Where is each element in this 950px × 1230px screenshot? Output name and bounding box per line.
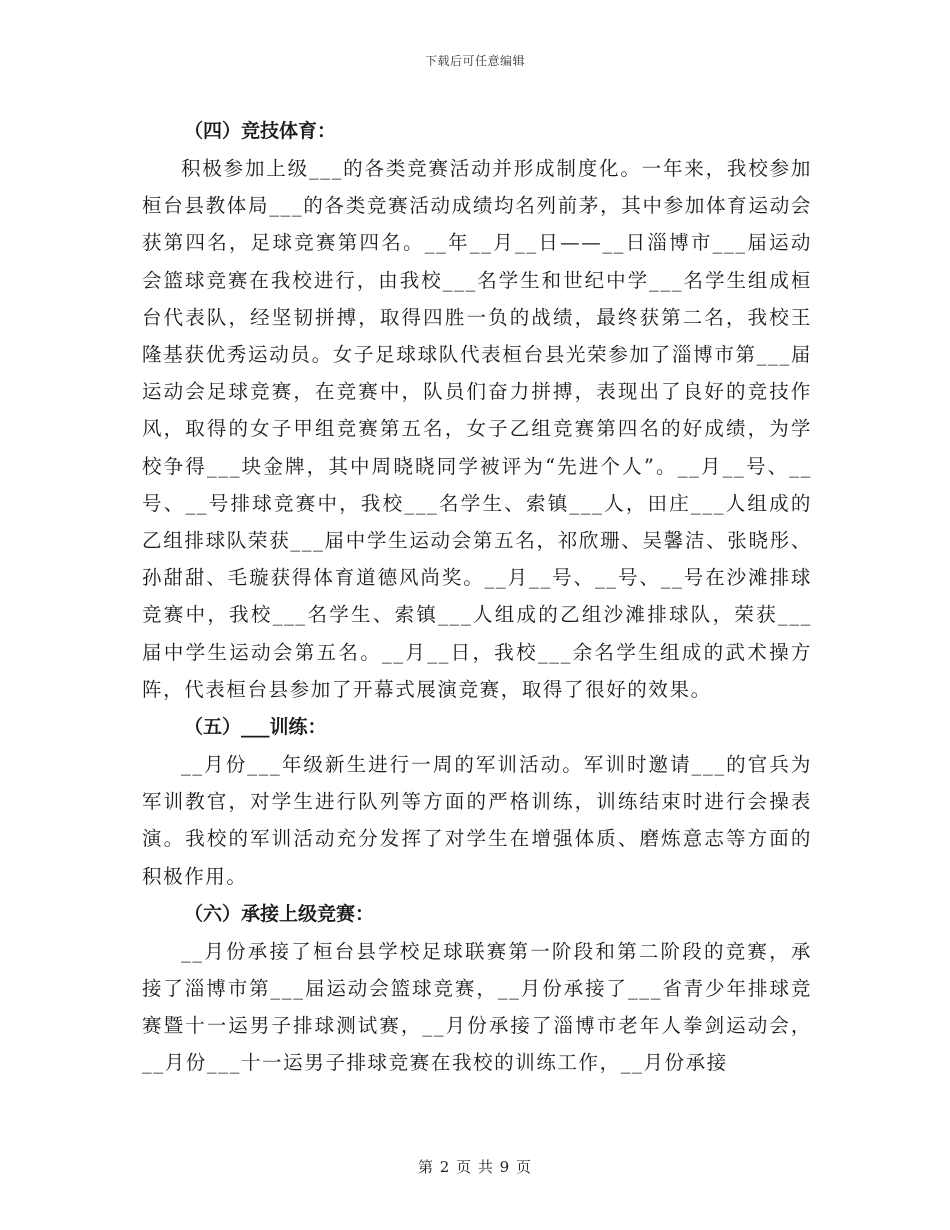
section-heading: （六）承接上级竞赛： (184, 902, 375, 925)
section-hosting-competitions (142, 895, 812, 1082)
section-paragraph: __月份___年级新生进行一周的军训活动。军训时邀请___的官兵为军训教官，对学生进行队列等方面的严格训练，训练结束时进行会操表演。我校的军训活动充分发挥了对学生在增强体质、磨炼意志等方面的积极作用。 (142, 753, 812, 888)
section-heading: （五）___训练： (184, 716, 327, 739)
page-header-note: 下载后可任意编辑 (424, 54, 525, 68)
section-heading: （四）竞技体育： (184, 120, 337, 142)
section-paragraph: __月份承接了桓台县学校足球联赛第一阶段和第二阶段的竞赛，承接了淄博市第___届运动会篮球竞赛，__月份承接了___省青少年排球竞赛暨十一运男子排球测试赛，__月份承接了淄博市老年人拳剑运动会，__月份___十一运男子排球竞赛在我校的训练工作，__月份承接 (142, 939, 812, 1075)
section-competitive-sports (142, 112, 812, 708)
page-number-footer: 第 2 页 共 9 页 (418, 1158, 532, 1176)
section-paragraph: 积极参加上级___的各类竞赛活动并形成制度化。一年来，我校参加桓台县教体局___的各类竞赛活动成绩均名列前茅，其中参加体育运动会获第四名，足球竞赛第四名。__年__月__日——__日淄博市___届运动会篮球竞赛在我校进行，由我校___名学生和世纪中学___名学生组成桓台代表队，经坚韧拼搏，取得四胜一负的战绩，最终获第二名，我校王隆基获优秀运动员。女子足球球队代表桓台县光荣参加了淄博市第___届运动会足球竞赛，在竞赛中，队员们奋力拼搏，表现出了良好的竞技作风，取得的女子甲组竞赛第五名，女子乙组竞赛第四名的好成绩，为学校争得___块金牌，其中周晓晓同学被评为“先进个人”。__月__号、__号、__号排球竞赛中，我校___名学生、索镇___人，田庄___人组成的乙组排球队荣获___届中学生运动会第五名，祁欣珊、吴馨洁、张晓彤、孙甜甜、毛璇获得体育道德风尚奖。__月__号、__号、__号在沙滩排球竞赛中，我校___名学生、索镇___人组成的乙组沙滩排球队，荣获___届中学生运动会第五名。__月__日，我校___余名学生组成的武术操方阵，代表桓台县参加了开幕式展演竞赛，取得了很好的效果。 (142, 157, 812, 701)
section-military-training (142, 708, 812, 895)
document-body (142, 112, 812, 1082)
